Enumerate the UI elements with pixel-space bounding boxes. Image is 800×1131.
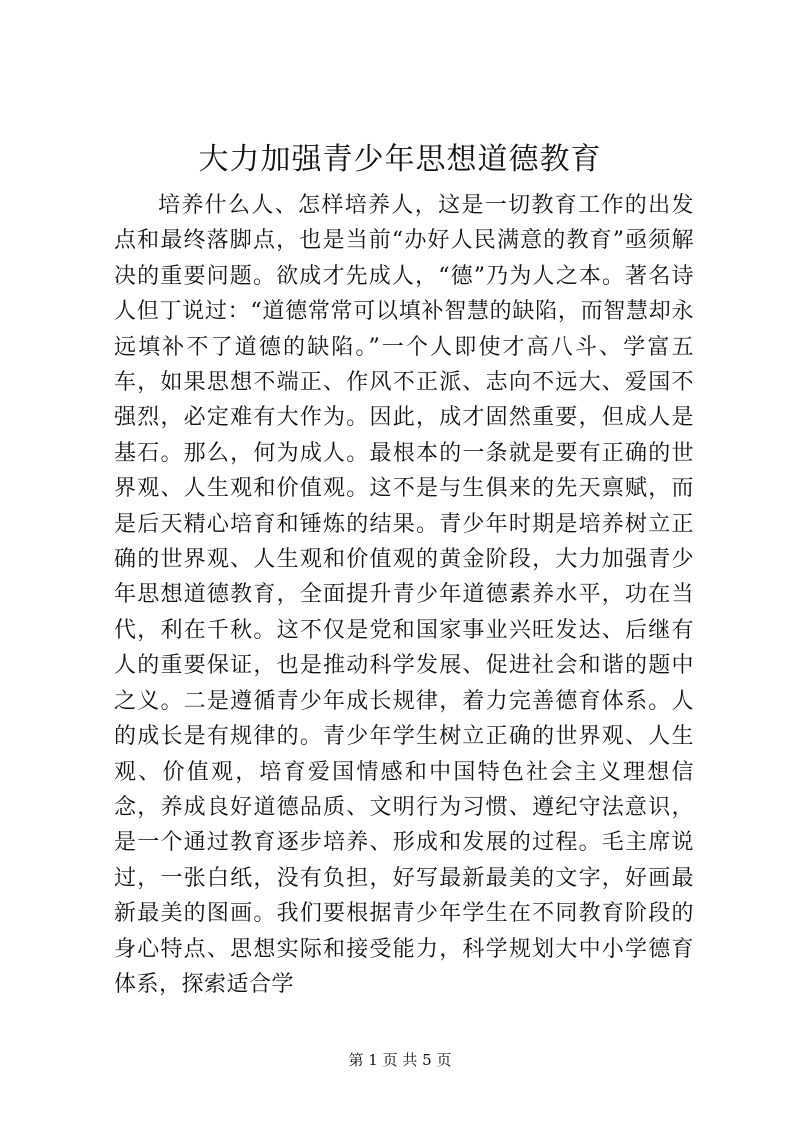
body-paragraph: 培养什么人、怎样培养人，这是一切教育工作的出发点和最终落脚点，也是当前“办好人民满意的教育”亟须解决的重要问题。欲成才先成人，“德”乃为人之本。著名诗人但丁说过：“道德常常可以填补智慧的缺陷，而智慧却永远填补不了道德的缺陷。”一个人即使才高八斗、学富五车，如果思想不端正、作风不正派、志向不远大、爱国不强烈，必定难有大作为。因此，成才固然重要，但成人是基石。那么，何为成人。最根本的一条就是要有正确的世界观、人生观和价值观。这不是与生俱来的先天禀赋，而是后天精心培育和锤炼的结果。青少年时期是培养树立正确的世界观、人生观和价值观的黄金阶段，大力加强青少年思想道德教育，全面提升青少年道德素养水平，功在当代，利在千秋。这不仅是党和国家事业兴旺发达、后继有人的重要保证，也是推动科学发展、促进社会和谐的题中之义。二是遵循青少年成长规律，着力完善德育体系。人的成长是有规律的。青少年学生树立正确的世界观、人生观、价值观，培育爱国情感和中国特色社会主义理想信念，养成良好道德品质、文明行为习惯、遵纪守法意识，是一个通过教育逐步培养、形成和发展的过程。毛主席说过，一张白纸，没有负担，好写最新最美的文字，好画最新最美的图画。我们要根据青少年学生在不同教育阶段的身心特点、思想实际和接受能力，科学规划大中小学德育体系，探索适合学 xyxy=(114,193,694,997)
document-title: 大力加强青少年思想道德教育 xyxy=(198,142,602,177)
page-number-footer: 第 1 页 共 5 页 xyxy=(348,1051,452,1069)
